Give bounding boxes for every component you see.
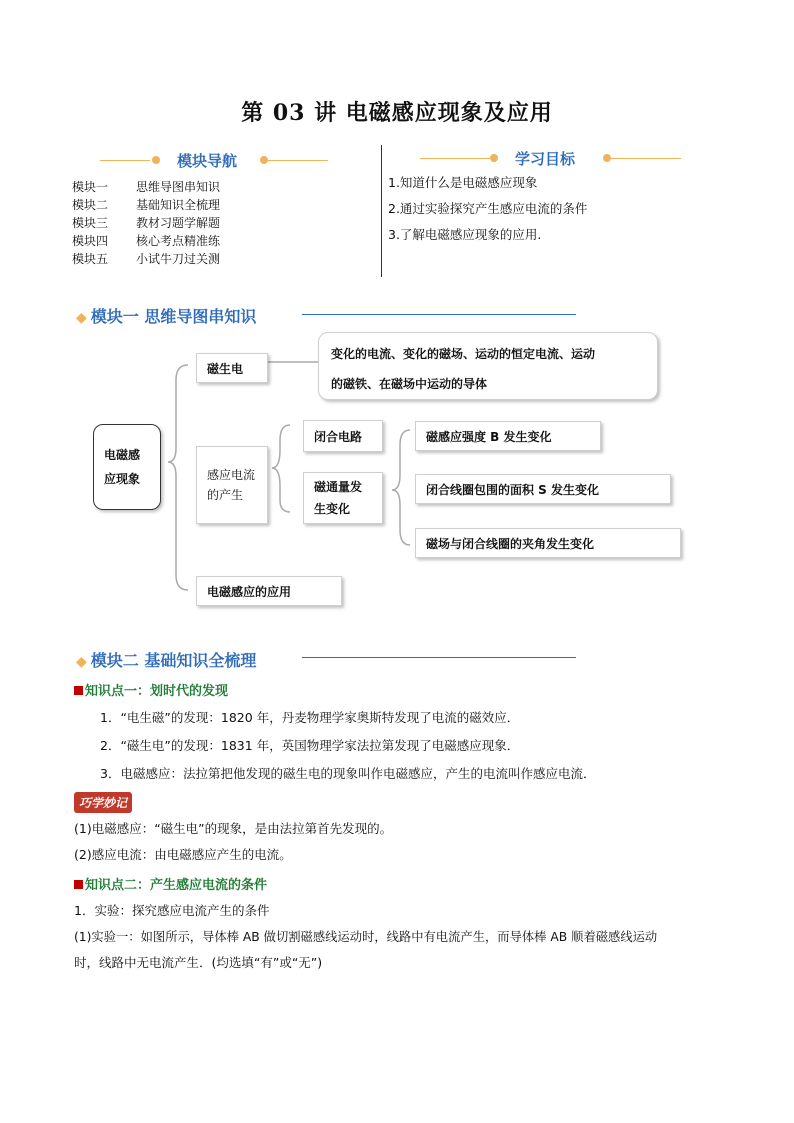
knowledge-point-2-text: 知识点二：产生感应电流的条件 bbox=[85, 878, 268, 893]
mindmap-condition-b: 磁感应强度 B 发生变化 bbox=[415, 421, 601, 451]
nav-item-key: 模块三 bbox=[72, 216, 109, 230]
section2-heading bbox=[76, 648, 256, 671]
goals-heading: 学习目标 bbox=[515, 150, 576, 168]
nav-item-label: 小试牛刀过关测 bbox=[136, 252, 221, 266]
mindmap-branch-applications: 电磁感应的应用 bbox=[196, 576, 342, 606]
kp1-item: 2．“磁生电”的发现：1831 年，英国物理学家法拉第发现了电磁感应现象． bbox=[100, 738, 520, 753]
kp1-item: 1．“电生磁”的发现：1820 年，丹麦物理学家奥斯特发现了电流的磁效应． bbox=[100, 710, 520, 725]
section2-rule bbox=[302, 657, 576, 658]
section1-heading-text: 模块一 思维导图串知识 bbox=[90, 307, 257, 326]
square-bullet-icon bbox=[74, 880, 83, 889]
tip-item: (1)电磁感应：“磁生电”的现象，是由法拉第首先发现的。 bbox=[74, 821, 393, 836]
nav-item-label: 核心考点精准练 bbox=[136, 234, 221, 248]
experiment-title: 1．实验：探究感应电流产生的条件 bbox=[74, 903, 270, 918]
mindmap-root: 电磁感 应现象 bbox=[93, 424, 161, 510]
nav-item-label: 基础知识全梳理 bbox=[136, 198, 221, 212]
page-title: 第 03 讲 电磁感应现象及应用 bbox=[241, 100, 553, 126]
nav-item-key: 模块五 bbox=[72, 252, 109, 266]
kp1-item: 3．电磁感应：法拉第把他发现的磁生电的现象叫作电磁感应，产生的电流叫作感应电流． bbox=[100, 766, 596, 781]
knowledge-point-1-text: 知识点一：划时代的发现 bbox=[85, 684, 229, 699]
mindmap-branch-magnetism-electricity: 磁生电 bbox=[196, 353, 268, 383]
diamond-icon: ◆ bbox=[76, 310, 87, 326]
tip-badge: 巧学妙记 bbox=[74, 792, 132, 813]
goal-item: 1.知道什么是电磁感应现象 bbox=[388, 175, 538, 190]
nav-item-key: 模块二 bbox=[72, 198, 109, 212]
nav-item-label: 教材习题学解题 bbox=[136, 216, 221, 230]
mindmap-branch-induced-current: 感应电流 的产生 bbox=[196, 446, 268, 524]
knowledge-point-1 bbox=[74, 680, 228, 699]
nav-item-key: 模块四 bbox=[72, 234, 109, 248]
note-line-2: 的磁铁、在磁场中运动的导体 bbox=[331, 377, 488, 391]
mindmap-flux-change: 磁通量发 生变化 bbox=[303, 472, 383, 524]
experiment-line: 时，线路中无电流产生．(均选填“有”或“无”) bbox=[74, 955, 323, 970]
knowledge-point-2 bbox=[74, 874, 267, 893]
mindmap-condition-angle: 磁场与闭合线圈的夹角发生变化 bbox=[415, 528, 681, 558]
nav-item-label: 思维导图串知识 bbox=[136, 180, 221, 194]
mindmap-branch1-note bbox=[318, 332, 658, 400]
mindmap-condition-s: 闭合线圈包围的面积 S 发生变化 bbox=[415, 474, 671, 504]
diamond-icon: ◆ bbox=[76, 654, 87, 670]
tip-item: (2)感应电流：由电磁感应产生的电流。 bbox=[74, 847, 292, 862]
goal-item: 2.通过实验探究产生感应电流的条件 bbox=[388, 201, 588, 216]
section2-heading-text: 模块二 基础知识全梳理 bbox=[90, 651, 257, 670]
goal-item: 3.了解电磁感应现象的应用. bbox=[388, 227, 542, 242]
mindmap-closed-circuit: 闭合电路 bbox=[303, 420, 383, 452]
experiment-line: (1)实验一：如图所示，导体棒 AB 做切割磁感线运动时，线路中有电流产生，而导体棒 AB 顺着磁感线运动 bbox=[74, 930, 658, 944]
nav-item-key: 模块一 bbox=[72, 180, 109, 194]
square-bullet-icon bbox=[74, 686, 83, 695]
note-line-1: 变化的电流、变化的磁场、运动的恒定电流、运动 bbox=[331, 347, 596, 361]
nav-heading: 模块导航 bbox=[177, 152, 238, 170]
